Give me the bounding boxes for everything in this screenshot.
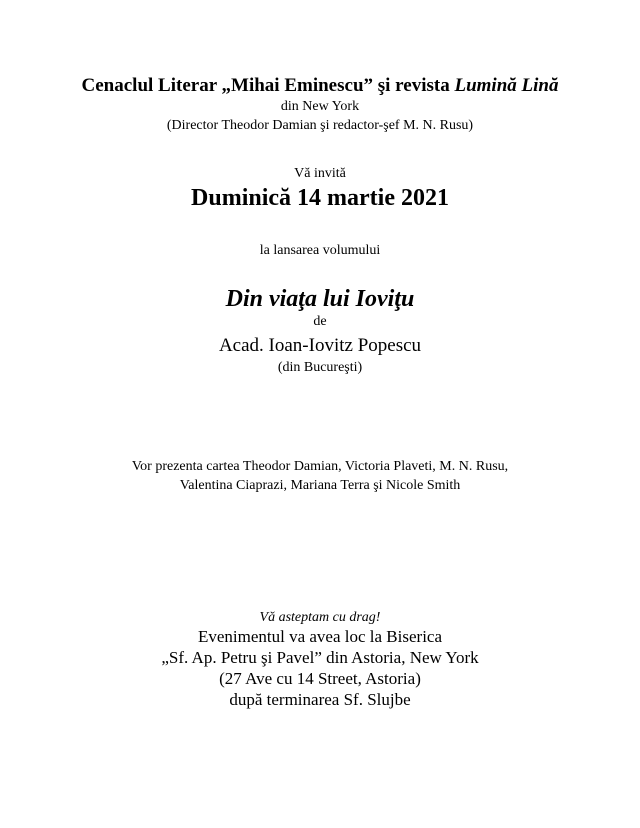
author-origin: (din Bucureşti)	[277, 360, 363, 375]
welcome-message: Vă asteptam cu drag!	[259, 610, 381, 625]
header-directors: (Director Theodor Damian şi redactor-şef M. N. Rusu)	[166, 118, 474, 133]
venue-line-2: „Sf. Ap. Petru şi Pavel” din Astoria, New York	[161, 648, 479, 667]
venue-line-1: Evenimentul va avea loc la Biserica	[197, 627, 443, 646]
presenters-line-1: Vor prezenta cartea Theodor Damian, Victoria Plaveti, M. N. Rusu,	[131, 459, 509, 474]
header-title-prefix: Cenaclul Literar „Mihai Eminescu” şi revista	[81, 75, 455, 96]
book-title: Din viaţa lui Ioviţu	[225, 286, 415, 312]
presenters-line-2: Valentina Ciaprazi, Mariana Terra şi Nicole Smith	[179, 478, 461, 493]
event-timing: după terminarea Sf. Slujbe	[229, 690, 411, 709]
launch-intro: la lansarea volumului	[259, 243, 381, 258]
header-title	[0, 75, 640, 97]
header-location: din New York	[280, 99, 360, 114]
book-by: de	[313, 314, 327, 329]
magazine-name: Lumină Lină	[454, 75, 559, 96]
venue-address: (27 Ave cu 14 Street, Astoria)	[219, 669, 421, 688]
invitation-intro: Vă invită	[294, 166, 346, 181]
event-date: Duminică 14 martie 2021	[191, 185, 449, 211]
book-author: Acad. Ioan-Iovitz Popescu	[218, 335, 422, 356]
